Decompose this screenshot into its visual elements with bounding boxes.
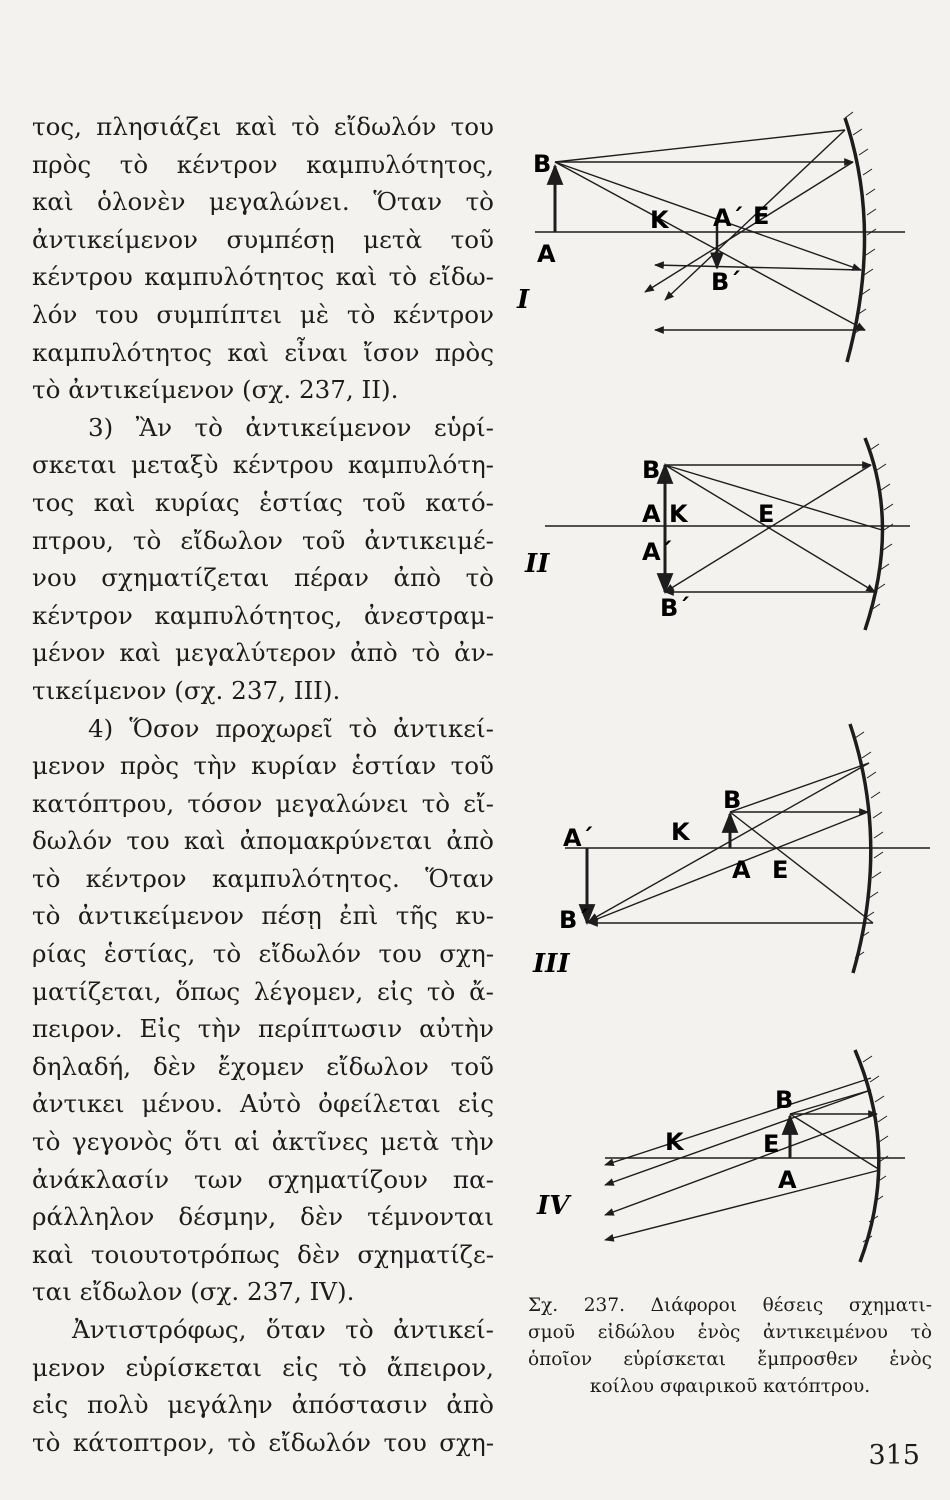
label-a-prime: A΄ — [642, 538, 672, 566]
caption-line: κοίλου σφαιρικοῦ κατόπτρου. — [589, 1376, 871, 1397]
label-e: E — [772, 856, 789, 884]
label-a: A — [537, 240, 556, 268]
text-line: μενον πρὸς τὴν κυρίαν ἑστίαν τοῦ — [32, 751, 494, 781]
label-a: A — [778, 1166, 797, 1194]
figure-iv-diagram — [505, 1040, 935, 1275]
text-line: καὶ ὁλονὲν μεγαλώνει. Ὅταν τὸ — [32, 187, 494, 217]
text-line: ρίας ἑστίας, τὸ εἴδωλόν του σχη- — [32, 939, 494, 969]
text-line: σκεται μεταξὺ κέντρου καμπυλότη- — [32, 450, 494, 480]
label-a: A — [642, 500, 661, 528]
text-line: νου σχηματίζεται πέραν ἀπὸ τὸ — [32, 563, 494, 593]
page-number: 315 — [868, 1440, 920, 1471]
figure-iii — [505, 708, 935, 988]
figure-number: IV — [537, 1191, 570, 1221]
label-e: E — [763, 1130, 780, 1158]
figure-iii-diagram — [505, 708, 935, 988]
text-line: τὸ κέντρον καμπυλότητος. Ὅταν — [32, 863, 494, 893]
text-line: κέντρου καμπυλότητος καὶ τὸ εἴδω- — [32, 262, 494, 292]
figure-number: III — [533, 949, 570, 979]
figure-iv — [505, 1040, 935, 1275]
figure-i-diagram — [505, 100, 935, 380]
text-line: ματίζεται, ὅπως λέγομεν, εἰς τὸ ἄ- — [32, 976, 494, 1006]
label-b: B — [642, 456, 661, 484]
text-line: ἀντικει μένου. Αὐτὸ ὀφείλεται εἰς — [32, 1089, 494, 1119]
label-e: E — [758, 500, 775, 528]
label-a-prime: A΄ — [713, 204, 743, 232]
label-b: B — [723, 786, 742, 814]
label-k: K — [669, 500, 688, 528]
text-line: τος, πλησιάζει καὶ τὸ εἴδωλόν του — [32, 112, 494, 141]
label-k: K — [650, 206, 669, 234]
text-line: τὸ κάτοπτρον, τὸ εἴδωλόν του σχη- — [32, 1427, 494, 1457]
text-line: κέντρον καμπυλότητος, ἀνεστραμ- — [32, 600, 494, 630]
label-e: E — [753, 202, 770, 230]
text-line: ἀντικείμενον συμπέσῃ μετὰ τοῦ — [32, 224, 494, 254]
figure-number: I — [517, 285, 530, 315]
text-line: πρὸς τὸ κέντρον καμπυλότητος, — [32, 149, 494, 179]
label-b-prime: B΄ — [711, 268, 740, 296]
text-line: μένον καὶ μεγαλύτερον ἀπὸ τὸ ἀν- — [32, 638, 494, 668]
text-line: τὸ γεγονὸς ὅτι αἱ ἀκτῖνες μετὰ τὴν — [32, 1127, 494, 1157]
caption-line: Σχ. 237. Διάφοροι θέσεις σχηματι- — [528, 1295, 932, 1316]
label-b-prime: B΄ — [660, 594, 689, 622]
text-line: ται εἴδωλον (σχ. 237, IV). — [32, 1277, 355, 1307]
text-line: πειρον. Εἰς τὴν περίπτωσιν αὐτὴν — [32, 1014, 494, 1044]
figure-i — [505, 100, 935, 380]
text-line: τικείμενον (σχ. 237, III). — [32, 675, 341, 705]
text-line: τὸ ἀντικείμενον πέσῃ ἐπὶ τῆς κυ- — [32, 901, 494, 931]
text-line: κατόπτρου, τόσον μεγαλώνει τὸ εἴ- — [32, 788, 494, 818]
text-line: 4) Ὅσον προχωρεῖ τὸ ἀντικεί- — [88, 713, 494, 743]
text-line: τὸ ἀντικείμενον (σχ. 237, II). — [32, 375, 399, 405]
text-line: μενον εὑρίσκεται εἰς τὸ ἄπειρον, — [32, 1352, 494, 1382]
text-line: τος καὶ κυρίας ἑστίας τοῦ κατό- — [32, 487, 494, 517]
text-line: δηλαδή, δὲν ἔχομεν εἴδωλον τοῦ — [32, 1051, 494, 1081]
label-b: B — [775, 1086, 794, 1114]
text-line: δωλόν του καὶ ἀπομακρύνεται ἀπὸ — [32, 826, 494, 856]
label-k: K — [665, 1128, 684, 1156]
label-a: A — [732, 856, 751, 884]
main-text-column — [32, 108, 494, 1461]
figure-number: II — [525, 549, 550, 579]
figure-caption — [528, 1292, 932, 1400]
text-line: Ἀντιστρόφως, ὅταν τὸ ἀντικεί- — [72, 1315, 494, 1344]
label-b: B — [533, 150, 552, 178]
text-line: λόν του συμπίπτει μὲ τὸ κέντρον — [32, 299, 494, 329]
figure-ii-diagram — [505, 420, 935, 650]
text-line: εἰς πολὺ μεγάλην ἀπόστασιν ἀπὸ — [32, 1390, 494, 1420]
caption-line: ὁποῖον εὑρίσκεται ἔμπροσθεν ἑνὸς — [528, 1349, 932, 1370]
figure-ii — [505, 420, 935, 650]
text-line: ἀνάκλασίν των σχηματίζουν πα- — [32, 1164, 494, 1194]
text-line: ράλληλον δέσμην, δὲν τέμνονται — [32, 1202, 494, 1232]
label-k: K — [671, 818, 690, 846]
concave-mirror — [845, 118, 865, 362]
text-line: καμπυλότητος καὶ εἶναι ἴσον πρὸς — [32, 337, 494, 367]
text-line: 3) Ἂν τὸ ἀντικείμενον εὑρί- — [88, 412, 494, 442]
text-line: πτρου, τὸ εἴδωλον τοῦ ἀντικειμέ- — [32, 525, 494, 555]
label-b-prime: B΄ — [559, 906, 588, 934]
label-a-prime: A΄ — [563, 824, 593, 852]
caption-line: σμοῦ εἰδώλου ἑνὸς ἀντικειμένου τὸ — [528, 1322, 932, 1343]
text-line: καὶ τοιουτοτρόπως δὲν σχηματίζε- — [32, 1239, 494, 1269]
